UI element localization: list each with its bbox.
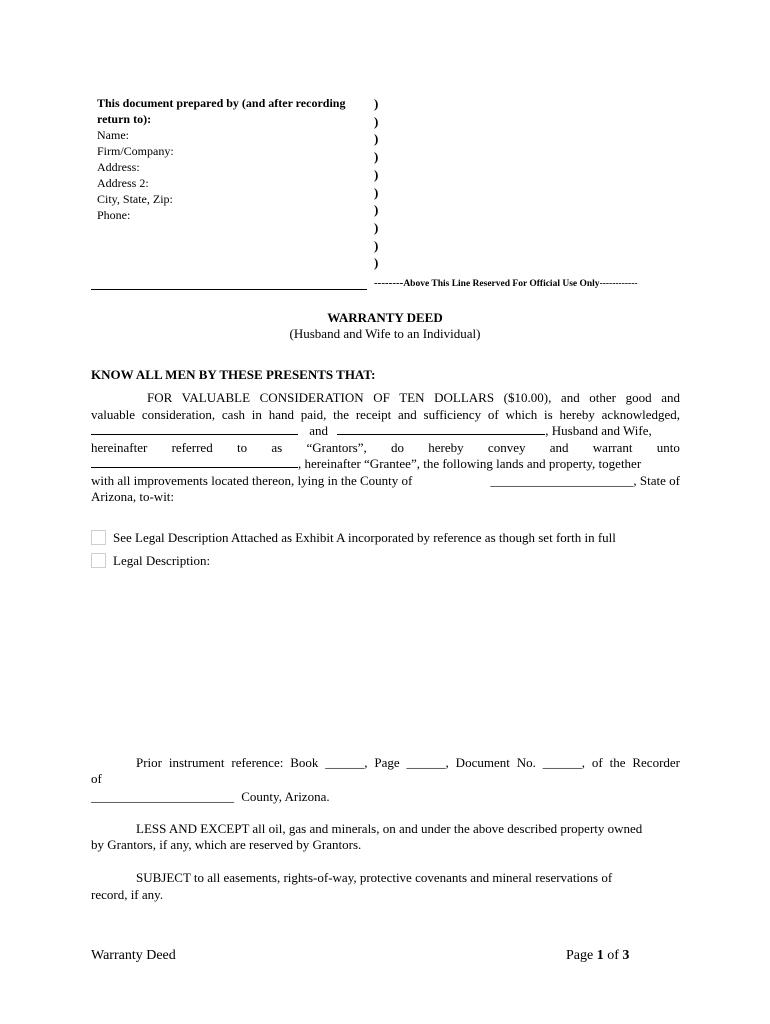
and-word: and [309, 423, 329, 438]
preparer-divider-line [91, 289, 367, 290]
word: unto [656, 440, 680, 455]
county-blank[interactable]: ______________________ [490, 473, 634, 488]
less-except-line1: LESS AND EXCEPT all oil, gas and minerals, on and under the above described property owned [136, 821, 643, 836]
recording-parentheses: ) ) ) ) ) ) ) ) ) ) [374, 96, 379, 271]
preparer-field-city-state-zip: City, State, Zip: [97, 192, 173, 206]
state-of-text: , State of [633, 473, 680, 488]
preparer-block [97, 95, 367, 223]
prior-instrument-line2: of [91, 771, 102, 786]
para1-line6 [91, 473, 680, 490]
county-text: with all improvements located thereon, lying in the County of [91, 473, 413, 488]
footer-doc-name: Warranty Deed [91, 948, 176, 963]
word: and [549, 440, 569, 455]
grantee-blank[interactable] [91, 456, 298, 468]
document-title: WARRANTY DEED [327, 310, 443, 325]
para1-line5 [91, 456, 641, 473]
preparer-heading-line1: This document prepared by (and after recording [97, 96, 346, 110]
grantee-text: , hereinafter “Grantee”, the following lands and property, together [298, 456, 642, 471]
para1-line2: valuable consideration, cash in hand paid, the receipt and sufficiency of which is hereby acknowledged, [91, 407, 680, 422]
word: hereinafter [91, 440, 148, 455]
preparer-field-address: Address: [97, 160, 140, 174]
prior-instrument-line1: Prior instrument reference: Book ______, Page ______, Document No. ______, of the Recorder [136, 755, 680, 770]
grantor2-blank[interactable] [337, 423, 545, 435]
prior-instrument-line3 [91, 789, 330, 806]
county-arizona-text: County, Arizona. [241, 789, 330, 804]
know-all-heading: KNOW ALL MEN BY THESE PRESENTS THAT: [91, 367, 376, 382]
subject-line2: record, if any. [91, 887, 164, 902]
legal-desc-attached-label: See Legal Description Attached as Exhibit A incorporated by reference as though set forth in full [113, 530, 616, 545]
document-subtitle: (Husband and Wife to an Individual) [289, 326, 481, 341]
preparer-field-name: Name: [97, 128, 129, 142]
subject-line1: SUBJECT to all easements, rights-of-way, protective covenants and mineral reservations of [136, 870, 613, 885]
official-use-notice: --------Above This Line Reserved For Official Use Only------------ [374, 277, 638, 289]
legal-description-checkbox[interactable] [91, 553, 106, 568]
word: warrant [592, 440, 633, 455]
word: referred [171, 440, 213, 455]
footer-page-number: Page 1 of 3 [566, 948, 630, 963]
word: do [391, 440, 405, 455]
grantor1-blank[interactable] [91, 423, 298, 435]
word: as [271, 440, 283, 455]
para1-line1: FOR VALUABLE CONSIDERATION OF TEN DOLLARS ($10.00), and other good and [147, 390, 680, 405]
legal-desc-attached-checkbox[interactable] [91, 530, 106, 545]
word: to [236, 440, 248, 455]
word: “Grantors”, [306, 440, 367, 455]
para1-line7: Arizona, to-wit: [91, 489, 175, 504]
legal-description-label: Legal Description: [113, 553, 211, 568]
husband-wife-text: , Husband and Wife, [545, 423, 652, 438]
para1-line4 [91, 440, 680, 457]
preparer-heading-line2: return to): [97, 112, 152, 126]
less-except-line2: by Grantors, if any, which are reserved by Grantors. [91, 837, 362, 852]
para1-line3 [91, 423, 680, 440]
word: convey [487, 440, 526, 455]
recorder-county-blank[interactable]: ______________________ [91, 789, 234, 804]
preparer-field-phone: Phone: [97, 208, 131, 222]
word: hereby [428, 440, 464, 455]
preparer-field-address2: Address 2: [97, 176, 149, 190]
preparer-field-firm: Firm/Company: [97, 144, 174, 158]
